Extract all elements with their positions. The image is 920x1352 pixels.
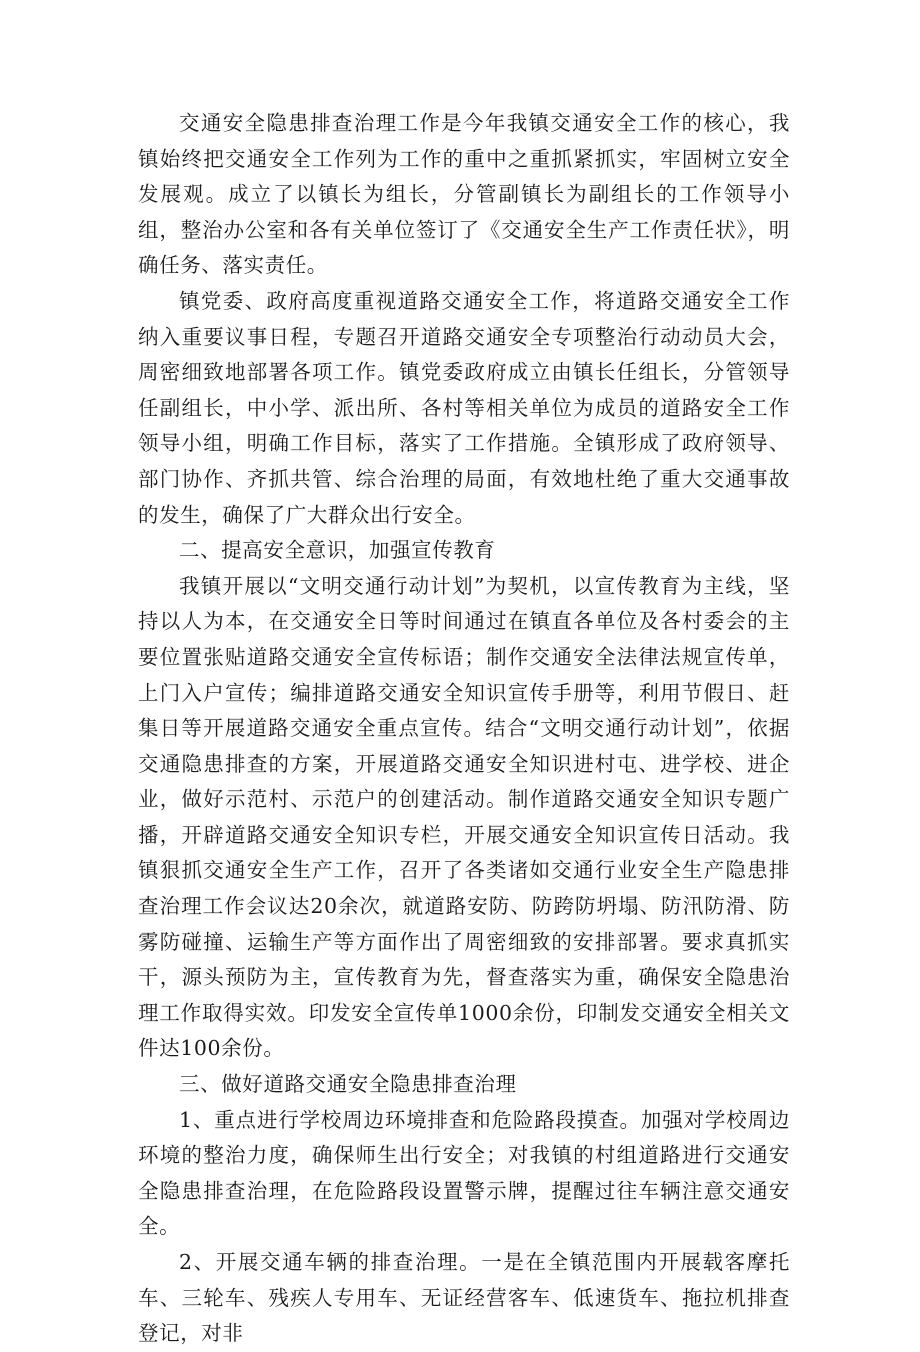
section-heading-2: 二、提高安全意识，加强宣传教育 <box>179 538 496 563</box>
paragraph-item-2: 2、开展交通车辆的排查治理。一是在全镇范围内开展载客摩托车、三轮车、残疾人专用车、无证经营客车、低速货车、拖拉机排查登记，对非 <box>138 1250 790 1346</box>
section-heading-3: 三、做好道路交通安全隐患排查治理 <box>179 1072 517 1097</box>
paragraph-intro: 交通安全隐患排查治理工作是今年我镇交通安全工作的核心，我镇始终把交通安全工作列为工作的重中之重抓紧抓实，牢固树立安全发展观。成立了以镇长为组长，分管副镇长为副组长的工作领导小组，整治办公室和各有关单位签订了《交通安全生产工作责任状》，明确任务、落实责任。 <box>138 111 790 278</box>
paragraph-publicity: 我镇开展以“文明交通行动计划”为契机，以宣传教育为主线，坚持以人为本，在交通安全日等时间通过在镇直各单位及各村委会的主要位置张贴道路交通安全宣传标语；制作交通安全法律法规宣传单，上门入户宣传；编排道路交通安全知识宣传手册等，利用节假日、赶集日等开展道路交通安全重点宣传。结合“文明交通行动计划”，依据交通隐患排查的方案，开展道路交通安全知识进村屯、进学校、进企业，做好示范村、示范户的创建活动。制作道路交通安全知识专题广播，开辟道路交通安全知识专栏，开展交通安全知识宣传日活动。我镇狠抓交通安全生产工作，召开了各类诸如交通行业安全生产隐患排查治理工作会议达20余次，就道路安防、防跨防坍塌、防汛防滑、防雾防碰撞、运输生产等方面作出了周密细致的安排部署。要求真抓实干，源头预防为主，宣传教育为先，督查落实为重，确保安全隐患治理工作取得实效。印发安全宣传单1000余份，印制发交通安全相关文件达100余份。 <box>138 573 790 1061</box>
document-body <box>138 106 790 1352</box>
paragraph-leadership: 镇党委、政府高度重视道路交通安全工作，将道路交通安全工作纳入重要议事日程，专题召开道路交通安全专项整治行动动员大会，周密细致地部署各项工作。镇党委政府成立由镇长任组长，分管领导任副组长，中小学、派出所、各村等相关单位为成员的道路安全工作领导小组，明确工作目标，落实了工作措施。全镇形成了政府领导、部门协作、齐抓共管、综合治理的局面，有效地杜绝了重大交通事故的发生，确保了广大群众出行安全。 <box>138 288 790 527</box>
paragraph-item-1: 1、重点进行学校周边环境排查和危险路段摸查。加强对学校周边环境的整治力度，确保师生出行安全；对我镇的村组道路进行交通安全隐患排查治理，在危险路段设置警示牌，提醒过往车辆注意交通安全。 <box>138 1107 790 1239</box>
